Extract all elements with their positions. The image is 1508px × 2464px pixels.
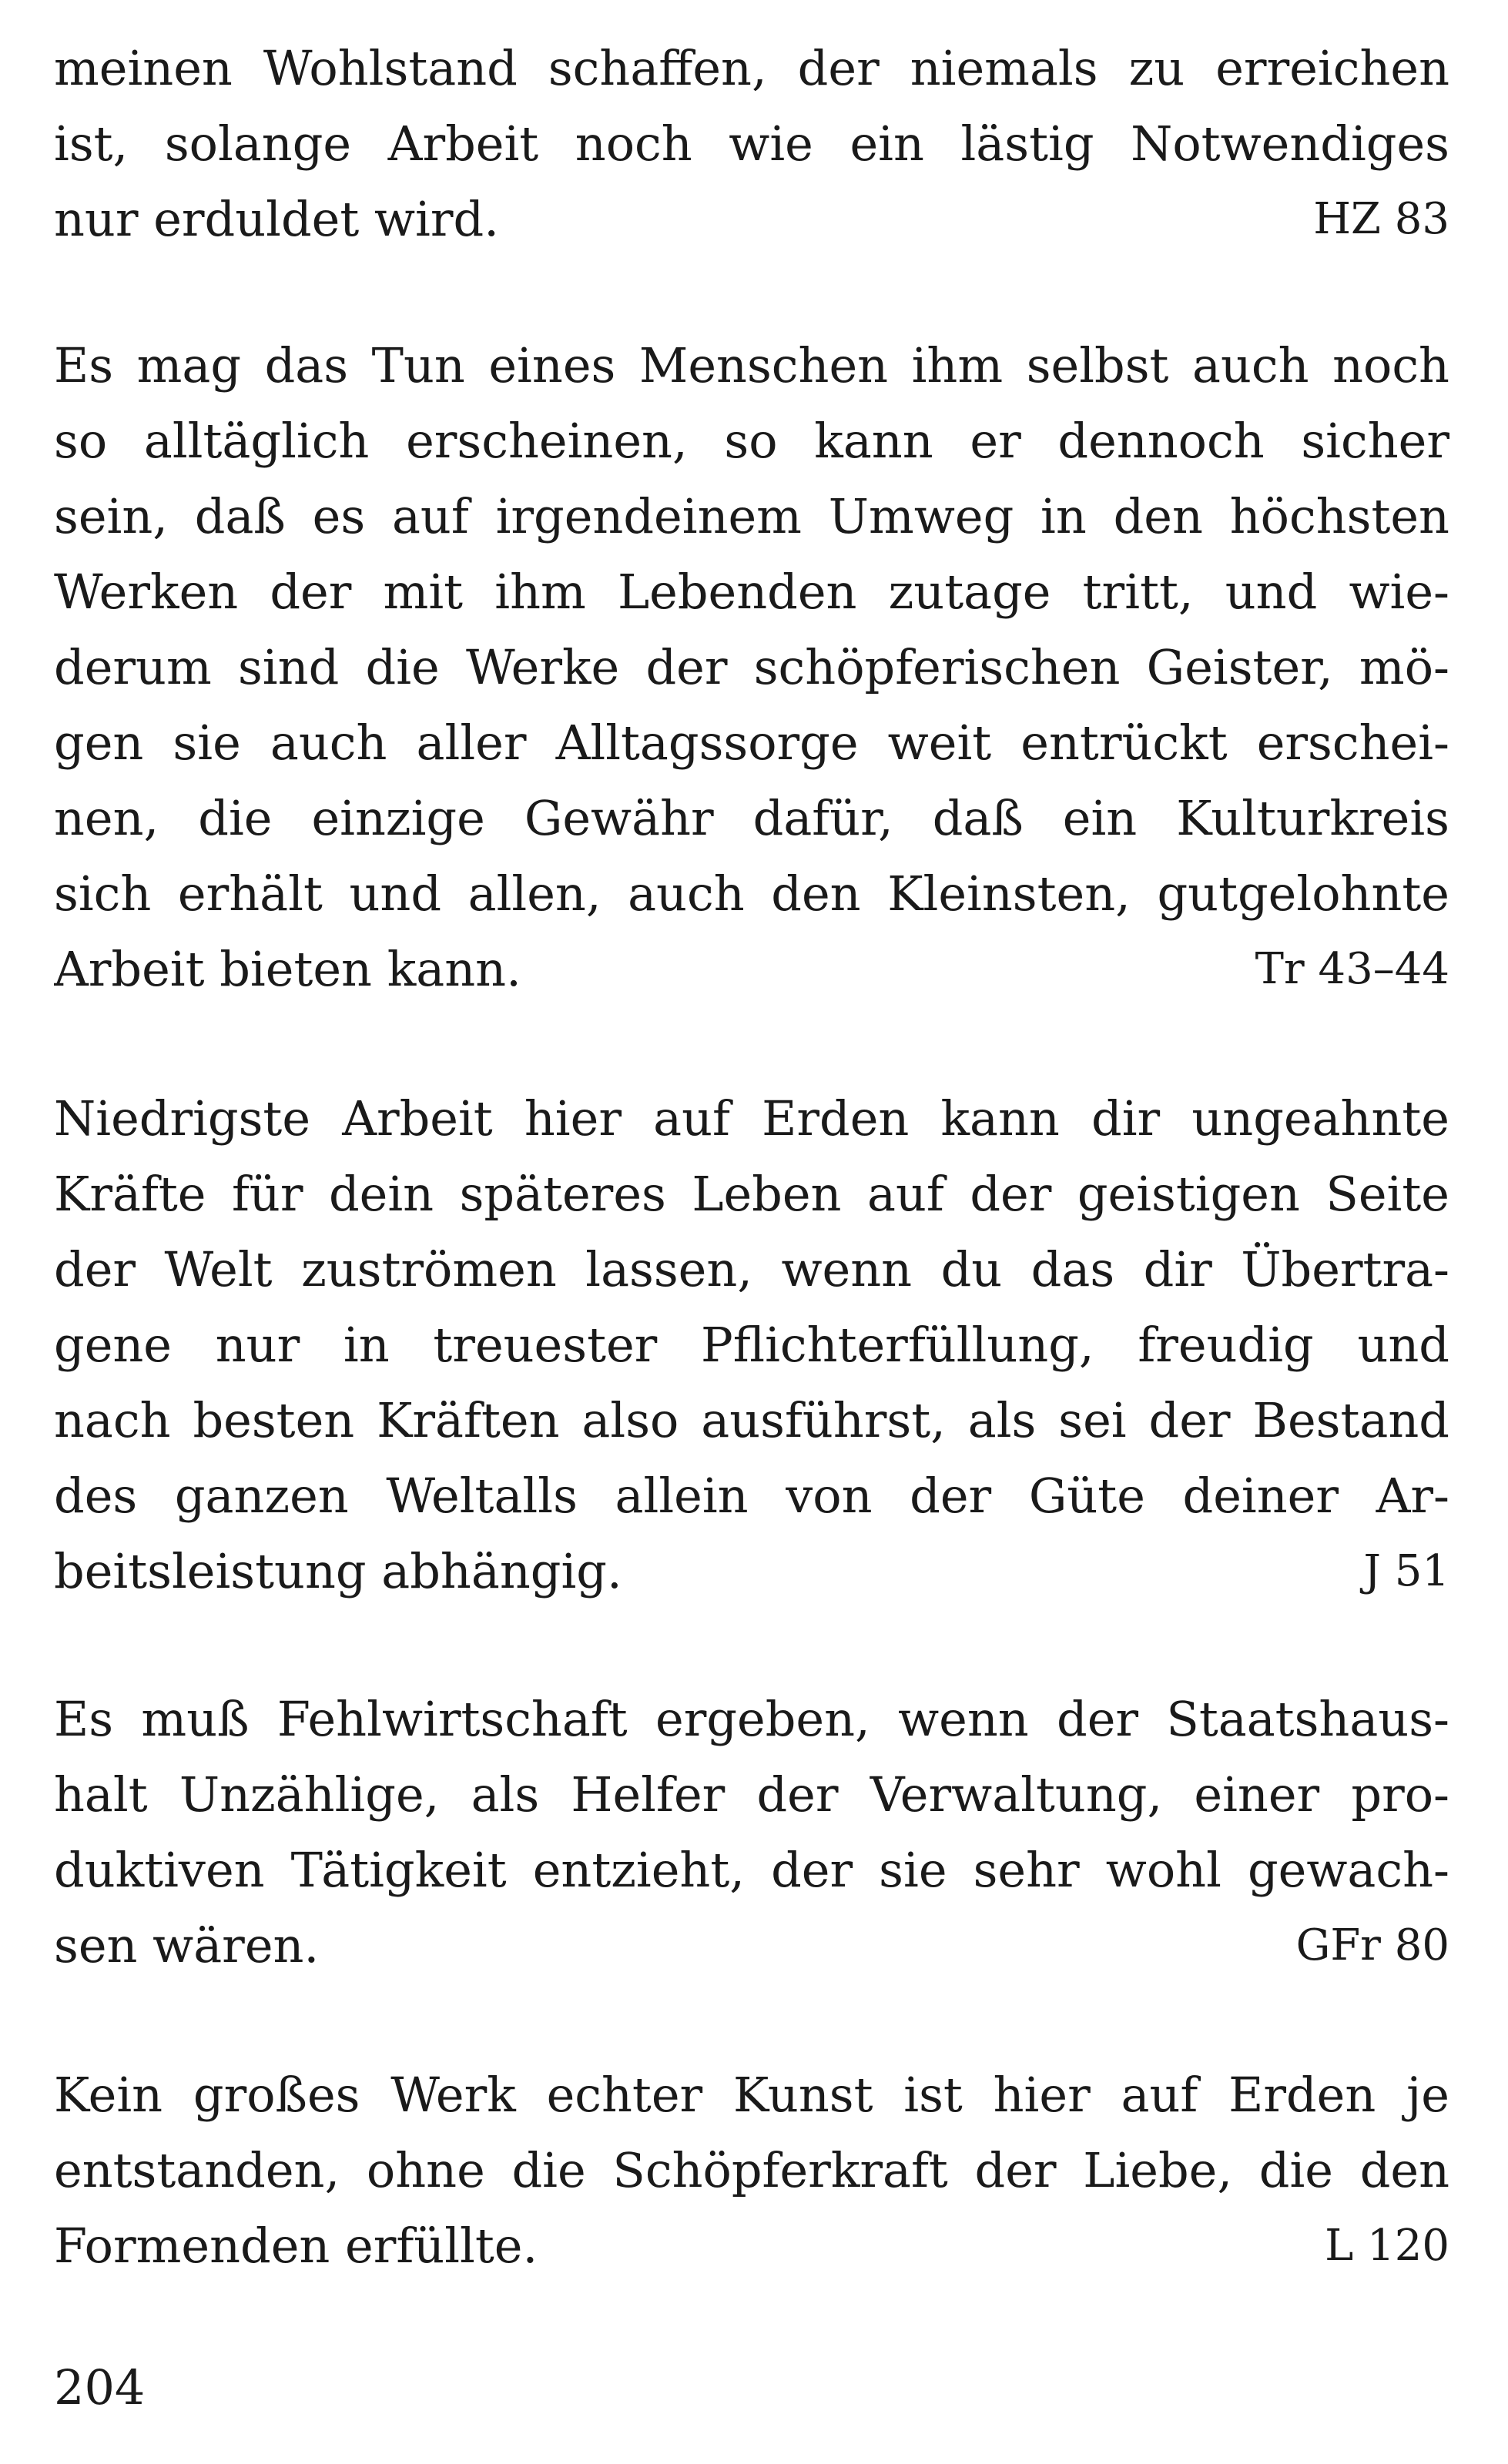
source-reference: Tr 43–44 (1255, 944, 1449, 994)
text-line: gene nur in treuester Pflichterfüllung, freudig und (54, 1317, 1449, 1373)
text-line-last (54, 1534, 1449, 1609)
text-line: entstanden, ohne die Schöpferkraft der Liebe, die den (54, 2142, 1449, 2198)
text-line: Kräfte für dein späteres Leben auf der geistigen Seite (54, 1166, 1449, 1222)
paragraph-4 (54, 1682, 1449, 1984)
text-line: nur erduldet wird. (54, 191, 499, 247)
text-line-last (54, 182, 1449, 257)
page-text (54, 31, 1449, 2284)
text-line: Werken der mit ihm Lebenden zutage tritt, und wie- (54, 564, 1449, 620)
text-line: der Welt zuströmen lassen, wenn du das dir Übertra- (54, 1241, 1449, 1297)
text-line: nach besten Kräften also ausführst, als sei der Bestand (54, 1392, 1449, 1448)
text-line-last (54, 2208, 1449, 2284)
text-line: meinen Wohlstand schaffen, der niemals zu erreichen (54, 40, 1449, 96)
paragraph-5 (54, 2057, 1449, 2284)
text-line: Niedrigste Arbeit hier auf Erden kann dir ungeahnte (54, 1090, 1449, 1147)
text-line: sich erhält und allen, auch den Kleinsten, gutgelohnte (54, 865, 1449, 922)
source-reference: HZ 83 (1313, 194, 1449, 244)
text-line: des ganzen Weltalls allein von der Güte deiner Ar- (54, 1468, 1449, 1524)
text-line: duktiven Tätigkeit entzieht, der sie sehr wohl gewach- (54, 1842, 1449, 1898)
text-line: Formenden erfüllte. (54, 2218, 538, 2274)
text-line: nen, die einzige Gewähr dafür, daß ein Kulturkreis (54, 790, 1449, 846)
text-line-last (54, 1908, 1449, 1984)
paragraph-1 (54, 31, 1449, 257)
text-line: derum sind die Werke der schöpferischen Geister, mö- (54, 639, 1449, 695)
text-line: Es muß Fehlwirtschaft ergeben, wenn der Staatshaus- (54, 1691, 1449, 1747)
text-line: ist, solange Arbeit noch wie ein lästig Notwendiges (54, 116, 1449, 172)
paragraph-3 (54, 1081, 1449, 1609)
source-reference: J 51 (1363, 1546, 1449, 1596)
page-number: 204 (54, 2359, 146, 2415)
text-line: Arbeit bieten kann. (54, 941, 521, 997)
text-line: gen sie auch aller Alltagssorge weit entrückt erschei- (54, 715, 1449, 771)
text-line: sein, daß es auf irgendeinem Umweg in den höchsten (54, 488, 1449, 544)
source-reference: GFr 80 (1295, 1920, 1449, 1970)
text-line: halt Unzählige, als Helfer der Verwaltung, einer pro- (54, 1766, 1449, 1823)
text-line-last (54, 932, 1449, 1007)
source-reference: L 120 (1325, 2221, 1449, 2271)
paragraph-2 (54, 328, 1449, 1007)
text-line: Es mag das Tun eines Menschen ihm selbst auch noch (54, 337, 1449, 393)
text-line: sen wären. (54, 1917, 320, 1974)
text-line: beitsleistung abhängig. (54, 1543, 622, 1599)
text-line: so alltäglich erscheinen, so kann er dennoch sicher (54, 413, 1449, 469)
text-line: Kein großes Werk echter Kunst ist hier auf Erden je (54, 2067, 1449, 2123)
